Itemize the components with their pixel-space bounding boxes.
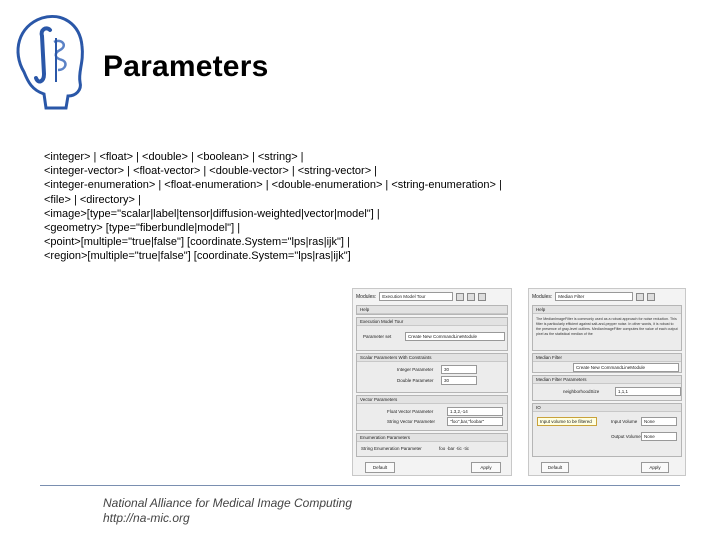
- double-param-field[interactable]: 30: [441, 376, 477, 385]
- help-text: The MedianImageFilter is commonly used as a robust approach for noise reduction. This filter is particularly efficient against salt-and-pepper noise. In other words, it is robust to the presence of gray-level outliers. MedianImageFilter computes the value of each output pixel as the statistical median of the: [536, 317, 678, 336]
- parameter-type-list: [44, 150, 664, 264]
- type-line: <integer-enumeration> | <float-enumeration> | <double-enumeration> | <string-enumeration> |: [44, 179, 502, 192]
- median-params-section[interactable]: Median Filter Parameters: [533, 376, 681, 384]
- type-line: <point>[multiple="true|false"] [coordinate.System="lps|ras|ijk"] |: [44, 236, 350, 249]
- string-enum-label: String Enumeration Parameter: [361, 446, 422, 451]
- string-vector-label: String Vector Parameter: [387, 419, 436, 424]
- footer-url: http://na-mic.org: [103, 511, 190, 525]
- slicer-logo-icon: [10, 12, 88, 112]
- int-param-field[interactable]: 30: [441, 365, 477, 374]
- default-button[interactable]: Default: [541, 462, 569, 473]
- apply-button[interactable]: Apply: [471, 462, 501, 473]
- nav-icon[interactable]: [636, 293, 644, 301]
- vector-params-section[interactable]: Vector Parameters: [357, 396, 507, 404]
- apply-button[interactable]: Apply: [641, 462, 669, 473]
- page-title: Parameters: [103, 50, 269, 83]
- nav-icon[interactable]: [647, 293, 655, 301]
- type-line: <image>[type="scalar|label|tensor|diffusion-weighted|vector|model"] |: [44, 207, 380, 220]
- parameter-set-select[interactable]: Create New CommandLineModule: [405, 332, 505, 341]
- exec-tour-section[interactable]: Execution Model Tour: [357, 318, 507, 326]
- execution-model-tour-screenshot: [352, 288, 512, 476]
- footer-divider: [40, 485, 680, 486]
- type-line: <integer> | <float> | <double> | <boolean> | <string> |: [44, 151, 304, 163]
- type-line: <geometry> [type="fiberbundle|model"] |: [44, 222, 241, 235]
- string-enum-options[interactable]: foo ·bar ·tic ·tic: [439, 446, 470, 451]
- enum-params-section[interactable]: Enumeration Parameters: [357, 434, 507, 442]
- output-volume-select[interactable]: None: [641, 432, 677, 441]
- scalar-params-section[interactable]: Scalar Parameters With Constraints: [357, 354, 507, 362]
- help-section[interactable]: Help: [357, 306, 507, 314]
- double-param-label: Double Parameter: [397, 378, 434, 383]
- parameter-set-select[interactable]: Create New CommandLineModule: [573, 363, 679, 372]
- type-line: <region>[multiple="true|false"] [coordinate.System="lps|ras|ijk"]: [44, 250, 351, 263]
- modules-select[interactable]: Execution Model Tour: [379, 292, 453, 301]
- parameter-set-label: Parameter set: [363, 334, 392, 339]
- output-volume-label: Output Volume: [611, 434, 641, 439]
- float-vector-label: Float Vector Parameter: [387, 409, 434, 414]
- median-filter-screenshot: [528, 288, 686, 476]
- neighborhood-label: neighborhoodSize: [563, 389, 600, 394]
- type-line: <file> | <directory> |: [44, 193, 141, 206]
- footer: [103, 496, 352, 526]
- float-vector-field[interactable]: 1.3,2,-14: [447, 407, 503, 416]
- string-vector-field[interactable]: "foo",bar,"foobar": [447, 417, 503, 426]
- tooltip: Input volume to be filtered: [537, 417, 597, 426]
- modules-label: Modules:: [532, 293, 553, 300]
- median-filter-section[interactable]: Median Filter: [533, 354, 681, 362]
- input-volume-select[interactable]: None: [641, 417, 677, 426]
- neighborhood-field[interactable]: 1,1,1: [615, 387, 681, 396]
- nav-icon[interactable]: [478, 293, 486, 301]
- footer-org: National Alliance for Medical Image Computing: [103, 496, 353, 510]
- int-param-label: Integer Parameter: [397, 367, 434, 372]
- type-line: <integer-vector> | <float-vector> | <double-vector> | <string-vector> |: [44, 165, 378, 178]
- default-button[interactable]: Default: [365, 462, 395, 473]
- modules-label: Modules:: [356, 293, 377, 300]
- help-section[interactable]: Help: [533, 306, 681, 314]
- input-volume-label: Input Volume: [611, 419, 638, 424]
- io-section[interactable]: IO: [533, 404, 681, 412]
- nav-icon[interactable]: [467, 293, 475, 301]
- modules-select[interactable]: Median Filter: [555, 292, 633, 301]
- nav-icon[interactable]: [456, 293, 464, 301]
